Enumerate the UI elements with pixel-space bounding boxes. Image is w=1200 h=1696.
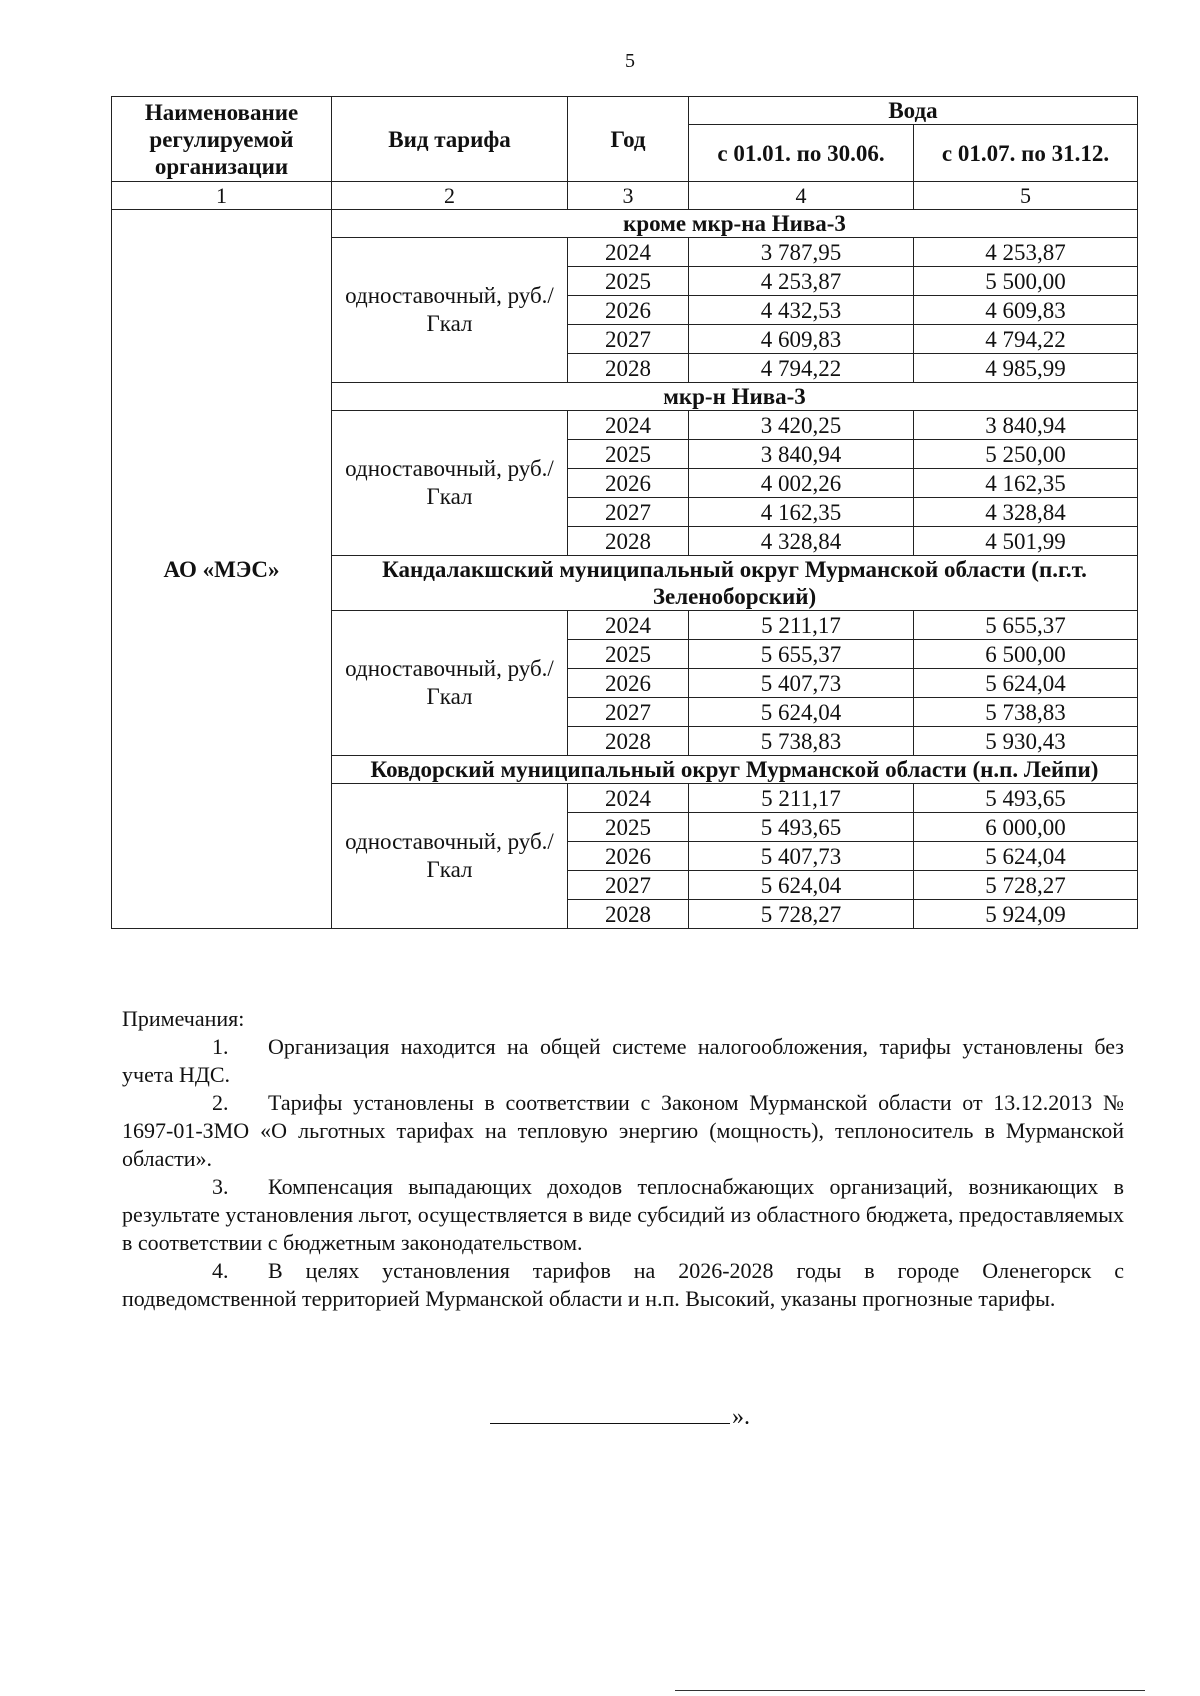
tariff-value: 5 624,04 (689, 871, 914, 900)
header-org: Наименование регулируемой организации (112, 97, 332, 182)
tariff-value: 5 655,37 (914, 611, 1138, 640)
year-cell: 2025 (568, 267, 689, 296)
note-text: В целях установления тарифов на 2026-2028 годы в городе Оленегорск с подведомственной территорией Мурманской области и н.п. Высокий, указаны прогнозные тарифы. (122, 1258, 1124, 1311)
tariff-value: 5 250,00 (914, 440, 1138, 469)
tariff-value: 5 924,09 (914, 900, 1138, 929)
tariff-value: 5 493,65 (914, 784, 1138, 813)
note-text: Организация находится на общей системе налогообложения, тарифы установлены без учета НДС. (122, 1034, 1124, 1087)
tariff-value: 5 728,27 (914, 871, 1138, 900)
header-period-1: с 01.01. по 30.06. (689, 125, 914, 182)
tariff-value: 5 624,04 (914, 669, 1138, 698)
tariff-value: 3 420,25 (689, 411, 914, 440)
year-cell: 2027 (568, 325, 689, 354)
tariff-value: 4 794,22 (914, 325, 1138, 354)
column-number: 1 (112, 182, 332, 210)
tariff-value: 5 930,43 (914, 727, 1138, 756)
tariff-value: 6 500,00 (914, 640, 1138, 669)
note-number: 4. (212, 1258, 229, 1283)
column-number: 2 (332, 182, 568, 210)
year-cell: 2026 (568, 296, 689, 325)
tariff-value: 4 328,84 (689, 527, 914, 556)
tariff-type: одноставочный, руб./Гкал (332, 611, 568, 756)
note-number: 1. (212, 1034, 229, 1059)
note-number: 2. (212, 1090, 229, 1115)
year-cell: 2028 (568, 527, 689, 556)
bottom-divider (675, 1690, 1145, 1691)
tariff-value: 4 609,83 (914, 296, 1138, 325)
year-cell: 2027 (568, 871, 689, 900)
tariff-value: 5 624,04 (914, 842, 1138, 871)
year-cell: 2028 (568, 354, 689, 383)
tariff-value: 5 728,27 (689, 900, 914, 929)
tariff-value: 3 840,94 (689, 440, 914, 469)
year-cell: 2026 (568, 842, 689, 871)
year-cell: 2025 (568, 440, 689, 469)
year-cell: 2024 (568, 238, 689, 267)
tariff-value: 5 407,73 (689, 842, 914, 871)
tariff-value: 5 493,65 (689, 813, 914, 842)
tariff-value: 4 985,99 (914, 354, 1138, 383)
tariff-value: 5 211,17 (689, 784, 914, 813)
tariff-type: одноставочный, руб./Гкал (332, 238, 568, 383)
year-cell: 2024 (568, 411, 689, 440)
section-title: кроме мкр-на Нива-3 (332, 210, 1138, 238)
tariff-value: 5 624,04 (689, 698, 914, 727)
tariff-value: 4 609,83 (689, 325, 914, 354)
tariff-value: 5 655,37 (689, 640, 914, 669)
header-tariff-type: Вид тарифа (332, 97, 568, 182)
tariff-value: 5 211,17 (689, 611, 914, 640)
tariff-value: 3 840,94 (914, 411, 1138, 440)
column-number: 5 (914, 182, 1138, 210)
tariff-value: 4 432,53 (689, 296, 914, 325)
tariff-value: 4 162,35 (689, 498, 914, 527)
note-item (122, 1173, 1124, 1257)
column-number: 4 (689, 182, 914, 210)
tariff-value: 5 738,83 (689, 727, 914, 756)
tariff-value: 4 002,26 (689, 469, 914, 498)
year-cell: 2027 (568, 698, 689, 727)
year-cell: 2024 (568, 784, 689, 813)
page-number: 5 (625, 50, 635, 72)
tariff-value: 4 162,35 (914, 469, 1138, 498)
notes-section (122, 1005, 1124, 1313)
year-cell: 2026 (568, 669, 689, 698)
note-item (122, 1089, 1124, 1173)
signature-line (490, 1423, 730, 1424)
closing-mark (490, 1404, 750, 1431)
header-year: Год (568, 97, 689, 182)
tariff-table (111, 96, 1138, 929)
note-item (122, 1033, 1124, 1089)
tariff-value: 4 328,84 (914, 498, 1138, 527)
tariff-value: 3 787,95 (689, 238, 914, 267)
note-text: Компенсация выпадающих доходов теплоснабжающих организаций, возникающих в результате установления льгот, осуществляется в виде субсидий из областного бюджета, предоставляемых в соответствии с бюджетным законодательством. (122, 1174, 1124, 1255)
year-cell: 2028 (568, 727, 689, 756)
section-title: мкр-н Нива-3 (332, 383, 1138, 411)
year-cell: 2024 (568, 611, 689, 640)
tariff-value: 4 253,87 (914, 238, 1138, 267)
year-cell: 2025 (568, 640, 689, 669)
section-title: Ковдорский муниципальный округ Мурманской области (н.п. Лейпи) (332, 756, 1138, 784)
tariff-value: 4 253,87 (689, 267, 914, 296)
year-cell: 2027 (568, 498, 689, 527)
year-cell: 2028 (568, 900, 689, 929)
tariff-value: 5 738,83 (914, 698, 1138, 727)
year-cell: 2026 (568, 469, 689, 498)
tariff-value: 6 000,00 (914, 813, 1138, 842)
tariff-value: 5 407,73 (689, 669, 914, 698)
note-number: 3. (212, 1174, 229, 1199)
tariff-value: 4 501,99 (914, 527, 1138, 556)
tariff-value: 4 794,22 (689, 354, 914, 383)
section-title: Кандалакшский муниципальный округ Мурманской области (п.г.т. Зеленоборский) (332, 556, 1138, 611)
notes-heading: Примечания: (122, 1006, 245, 1031)
note-item (122, 1257, 1124, 1313)
tariff-type: одноставочный, руб./Гкал (332, 784, 568, 929)
tariff-type: одноставочный, руб./Гкал (332, 411, 568, 556)
organization-name: АО «МЭС» (112, 210, 332, 929)
header-period-2: с 01.07. по 31.12. (914, 125, 1138, 182)
column-number: 3 (568, 182, 689, 210)
note-text: Тарифы установлены в соответствии с Законом Мурманской области от 13.12.2013 № 1697-01-ЗМО «О льготных тарифах на тепловую энергию (мощность), теплоноситель в Мурманской области». (122, 1090, 1124, 1171)
year-cell: 2025 (568, 813, 689, 842)
closing-quote: ». (732, 1404, 750, 1430)
header-water: Вода (689, 97, 1138, 125)
tariff-value: 5 500,00 (914, 267, 1138, 296)
